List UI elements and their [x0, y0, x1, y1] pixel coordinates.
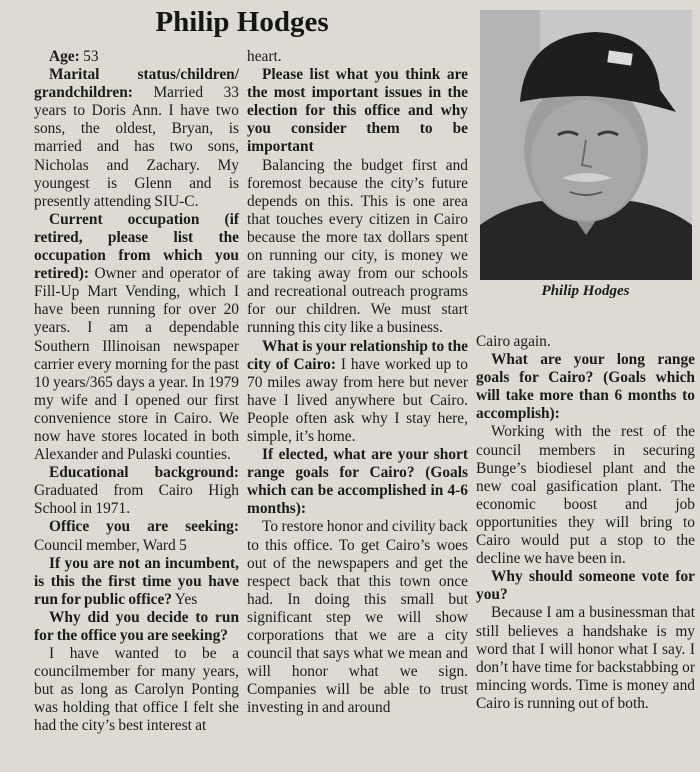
why-run-label: Why did you decide to run for the office you are seeking? [34, 608, 239, 644]
office-label: Office you are seeking: [49, 518, 239, 536]
vote-text: Because I am a businessman that still believes a handshake is my word that I will honor what I say. I don’t have time for backstabbing or mincing words. Time is money and Cairo is running out of both. [476, 604, 695, 712]
article-title: Philip Hodges [155, 6, 329, 38]
age-label: Age: [49, 48, 80, 65]
why-run-text: I have wanted to be a councilmember for many years, but as long as Carolyn Ponting was holding that office I felt she had the city’s best interest at [34, 645, 239, 735]
incumbent-text: Yes [172, 590, 198, 608]
relationship-paragraph [247, 338, 468, 447]
issues-text: Balancing the budget first and foremost because the city’s future depends on this. This is one area that touches every citizen in Cairo because the more tax dollars spent on running our city, is money we are taking away from our schools and recreational outreach programs for our children. We must start running this city like a business. [247, 156, 468, 337]
column-1 [34, 48, 239, 736]
education-text: Graduated from Cairo High School in 1971. [34, 482, 239, 518]
office-paragraph [34, 518, 239, 554]
column-3 [476, 333, 695, 713]
education-label: Educational background: [49, 464, 239, 482]
occupation-text: Owner and operator of Fill-Up Mart Vending, which I have been running for over 20 years. I am a dependable Southern Illinoisan newspaper carrier every morning for the past 10 years/365 days a year. In 1979 my wife and I opened our first convenience store in Cairo. We now have stores located in both Alexander and Pulaski counties. [34, 265, 239, 464]
education-paragraph [34, 464, 239, 518]
incumbent-paragraph [34, 555, 239, 609]
incumbent-label: If you are not an incumbent, is this the first time you have run for public office? [34, 554, 239, 608]
age-paragraph [34, 48, 239, 66]
long-goals-label: What are your long range goals for Cairo? (Goals which will take more than 6 months to accomplish): [476, 351, 695, 423]
vote-label: Why should someone vote for you? [476, 568, 695, 604]
marital-paragraph [34, 66, 239, 211]
marital-label: Marital status/children/ grandchildren: [34, 66, 239, 102]
long-goals-text: Working with the rest of the council members in securing Bunge’s biodiesel plant and the new coal gasification plant. The economic boost and job opportunities they will bring to Cairo would put a stop to the decline we have been in. [476, 423, 695, 568]
issues-label: Please list what you think are the most important issues in the election for this office and why you consider them to be important [247, 66, 468, 156]
marital-text: Married 33 years to Doris Ann. I have two sons, the oldest, Bryan, is married and has two sons, Nicholas and Zachary. My youngest is Glenn and is presently attending SIU-C. [34, 84, 239, 210]
relationship-label: What is your relationship to the city of Cairo: [247, 337, 469, 373]
age-value: 53 [79, 48, 99, 65]
column-2 [247, 48, 468, 717]
short-goals-continued: Cairo again. [476, 333, 551, 350]
candidate-photo [480, 10, 692, 280]
office-text: Council member, Ward 5 [34, 536, 187, 554]
photo-caption: Philip Hodges [541, 283, 630, 299]
occupation-label: Current occupation (if retired, please list the occupation from which you retired): [34, 210, 239, 283]
portrait-illustration [480, 10, 692, 280]
relationship-text: I have worked up to 70 miles away from here but never have I lived anywhere but Cairo. People often ask why I stay here, simple, it’s home. [247, 355, 468, 445]
why-run-continued: heart. [247, 48, 282, 65]
short-goals-text: To restore honor and civility back to this office. To get Cairo’s woes out of the newspapers and get the respect back that this town once had. In doing this small but significant step we will show corporations that we are a city council that says what we mean and will honor what we sign. Companies will be able to trust investing in and around [247, 518, 468, 717]
occupation-paragraph [34, 211, 239, 464]
short-goals-label: If elected, what are your short range goals for Cairo? (Goals which can be accomplished in 4-6 months): [247, 446, 468, 518]
